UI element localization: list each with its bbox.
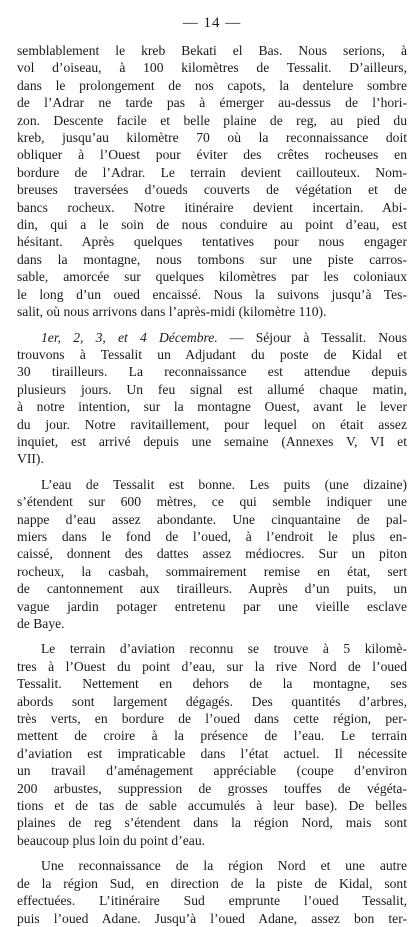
text-line: 200 arbustes, suppression de grosses touffes de végéta- xyxy=(17,780,407,796)
text-line: salit, où nous arrivons dans l’après-midi (kilomètre 110). xyxy=(17,304,327,320)
text-line: miers dans le fond de l’oued, à l’endroit le plus en- xyxy=(17,528,407,544)
paragraph-2 xyxy=(17,329,407,468)
text-line: de cantonnement aux tirailleurs. Auprès d’un puits, un xyxy=(17,581,407,597)
text-line: Tessalit. Nettement en dehors de la montagne, ses xyxy=(17,676,407,692)
text-line: de la région Sud, en direction de la piste de Kidal, sont xyxy=(17,875,407,891)
paragraph-3 xyxy=(17,476,407,633)
text-line: mettent de croire à la présence de l’eau. Le terrain xyxy=(17,728,407,744)
text-fragment: — Séjour à Tessalit. Nous xyxy=(217,329,407,345)
text-line: d’aviation est impraticable dans l’état actuel. Il nécessite xyxy=(17,745,407,761)
paragraph-4 xyxy=(17,640,407,849)
paragraph-1 xyxy=(17,42,407,321)
text-line: puis l’oued Adane. Jusqu’à l’oued Adane, assez bon ter- xyxy=(17,910,407,926)
text-line: sable, amorcée sur quelques kilomètres par les coloniaux xyxy=(17,269,407,285)
text-line: Une reconnaissance de la région Nord et une autre xyxy=(41,858,407,874)
page-number: — 14 — xyxy=(182,15,242,31)
text-line xyxy=(17,329,407,346)
text-line: de l’Adrar ne tarde pas à émerger au-dessus de l’hori- xyxy=(17,95,407,111)
text-line: plaines de reg s’étendent dans la région Nord, mais sont xyxy=(17,815,407,831)
text-line: VII). xyxy=(17,451,44,467)
text-line: s’étendent sur 600 mètres, ce qui semble indiquer une xyxy=(17,494,407,510)
text-line: 30 tirailleurs. La reconnaissance est attendue depuis xyxy=(17,364,407,380)
text-line: vague jardin potager entretenu par une vieille esclave xyxy=(17,598,407,614)
text-line: beaucoup plus loin du point d’eau. xyxy=(17,832,206,848)
text-line: kreb, jusqu’au kilomètre 70 où la reconnaissance doit xyxy=(17,130,407,146)
text-line: caissé, donnent des dattes assez médiocres. Sur un piton xyxy=(17,546,407,562)
text-line: Le terrain d’aviation reconnu se trouve à 5 kilomè- xyxy=(41,641,407,657)
text-line: plusieurs jours. Un feu signal est allumé chaque matin, xyxy=(17,381,407,397)
text-line: L’eau de Tessalit est bonne. Les puits (une dizaine) xyxy=(41,476,407,492)
text-line: un travail d’aménagement appréciable (coupe d’environ xyxy=(17,763,407,779)
text-line: très verts, en bordure de l’oued dans cette région, per- xyxy=(17,711,407,727)
text-line: bordure de l’Adrar. Le terrain devient caillouteux. Nom- xyxy=(17,164,407,180)
text-line: obliquer à l’Ouest pour éviter des crêtes rocheuses en xyxy=(17,147,407,163)
text-line: à notre intention, sur la montagne Ouest, avant le lever xyxy=(17,399,407,415)
text-line: din, qui a le soin de nous conduire au point d’eau, est xyxy=(17,217,407,233)
text-line: du jour. Notre ravitaillement, pour lequel on était assez xyxy=(17,416,407,432)
text-line: semblablement le kreb Bekati el Bas. Nous serions, à xyxy=(17,43,407,58)
text-line: le long d’un oued encaissé. Nous la suivons jusqu’à Tes- xyxy=(17,286,407,302)
text-line: dans le prolongement de nos capots, la dentelure sombre xyxy=(17,77,407,93)
text-line: rocheux, la casbah, sommairement remise en état, sert xyxy=(17,563,407,579)
text-line: inquiet, est arrivé depuis une semaine (Annexes V, VI et xyxy=(17,433,407,449)
text-line: de Baye. xyxy=(17,616,65,631)
date-label: 1er, 2, 3, et 4 Décembre. xyxy=(41,329,218,345)
text-line: trouvons à Tessalit un Adjudant du poste de Kidal et xyxy=(17,346,407,362)
text-line: nappe d’eau assez abondante. Une cinquantaine de pal- xyxy=(17,511,407,527)
text-line: tres à l’Ouest du point d’eau, sur la rive Nord de l’oued xyxy=(17,658,407,674)
text-line: tions et de tas de sable accumulés à leur base). De belles xyxy=(17,798,407,814)
text-line: breuses traversées d’oueds couverts de végétation et de xyxy=(17,182,407,198)
text-line: zon. Descente facile et belle plaine de reg, au pied du xyxy=(17,112,407,128)
text-line: bancs rocheux. Notre itinéraire devient incertain. Abi- xyxy=(17,199,407,215)
text-line: effectuées. L’itinéraire Sud emprunte l’oued Tessalit, xyxy=(17,893,407,909)
paragraph-5 xyxy=(17,857,407,927)
text-line: hésitant. Après quelques tentatives pour nous engager xyxy=(17,234,407,250)
text-line: abords sont largement dégagés. Des quantités d’arbres, xyxy=(17,693,407,709)
text-line: dans la montagne, nous tombons sur une piste carros- xyxy=(17,251,407,267)
text-line: vol d’oiseau, à 100 kilomètres de Tessalit. D’ailleurs, xyxy=(17,60,407,76)
